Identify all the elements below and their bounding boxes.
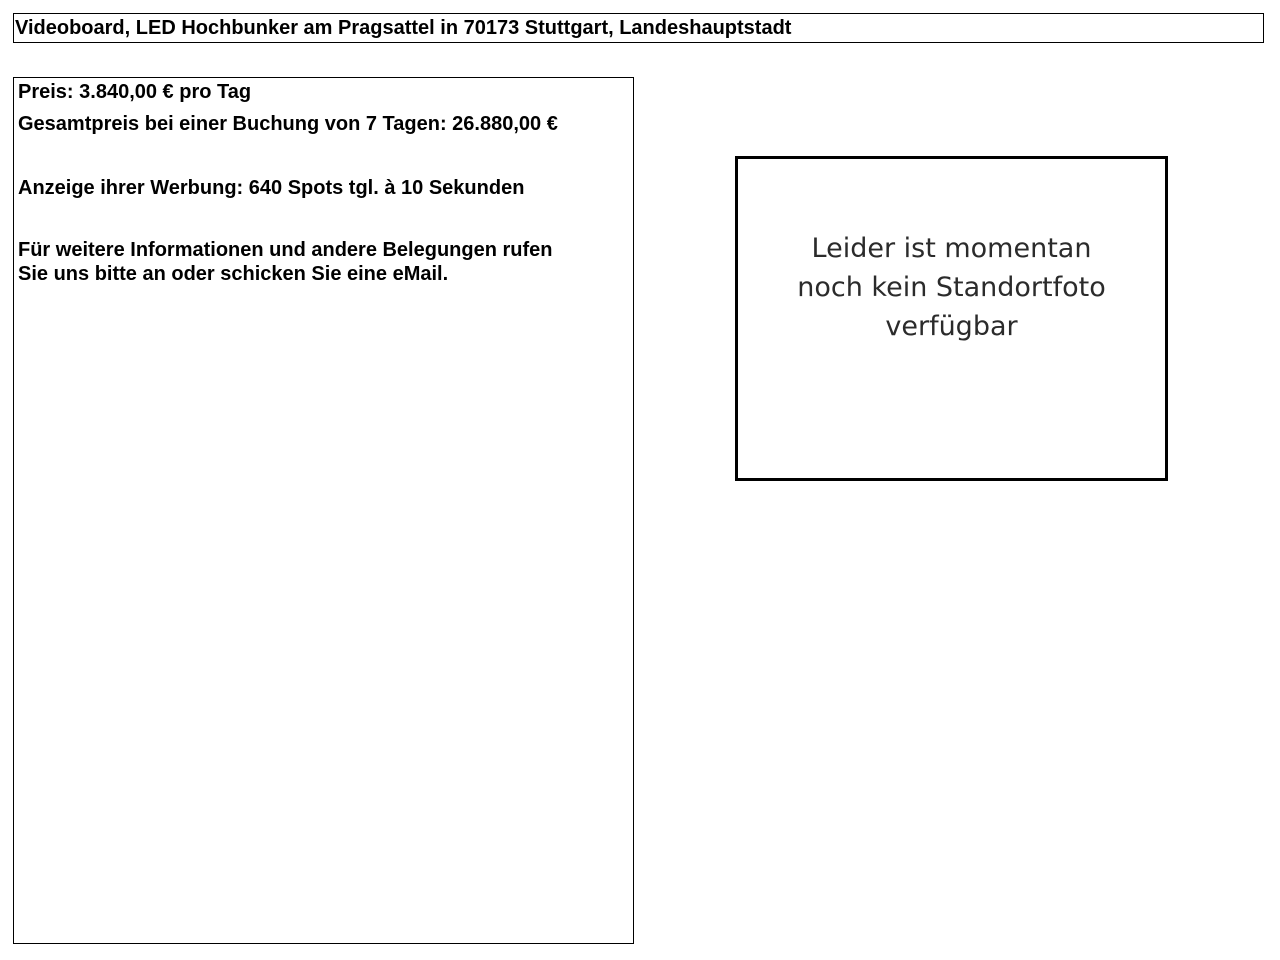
location-photo-placeholder xyxy=(735,156,1168,481)
contact-info: Für weitere Informationen und andere Belegungen rufen Sie uns bitte an oder schicken Sie eine eMail. xyxy=(18,239,553,285)
location-title xyxy=(13,13,1264,43)
total-price: Gesamtpreis bei einer Buchung von 7 Tagen: 26.880,00 € xyxy=(18,113,558,135)
location-title-text: Videoboard, LED Hochbunker am Pragsattel in 70173 Stuttgart, Landeshauptstadt xyxy=(15,17,792,39)
ad-display-info: Anzeige ihrer Werbung: 640 Spots tgl. à 10 Sekunden xyxy=(18,177,525,199)
price-per-day: Preis: 3.840,00 € pro Tag xyxy=(18,81,252,103)
no-photo-message: Leider ist momentan noch kein Standortfoto verfügbar xyxy=(797,233,1106,342)
offer-details-panel xyxy=(13,77,634,944)
